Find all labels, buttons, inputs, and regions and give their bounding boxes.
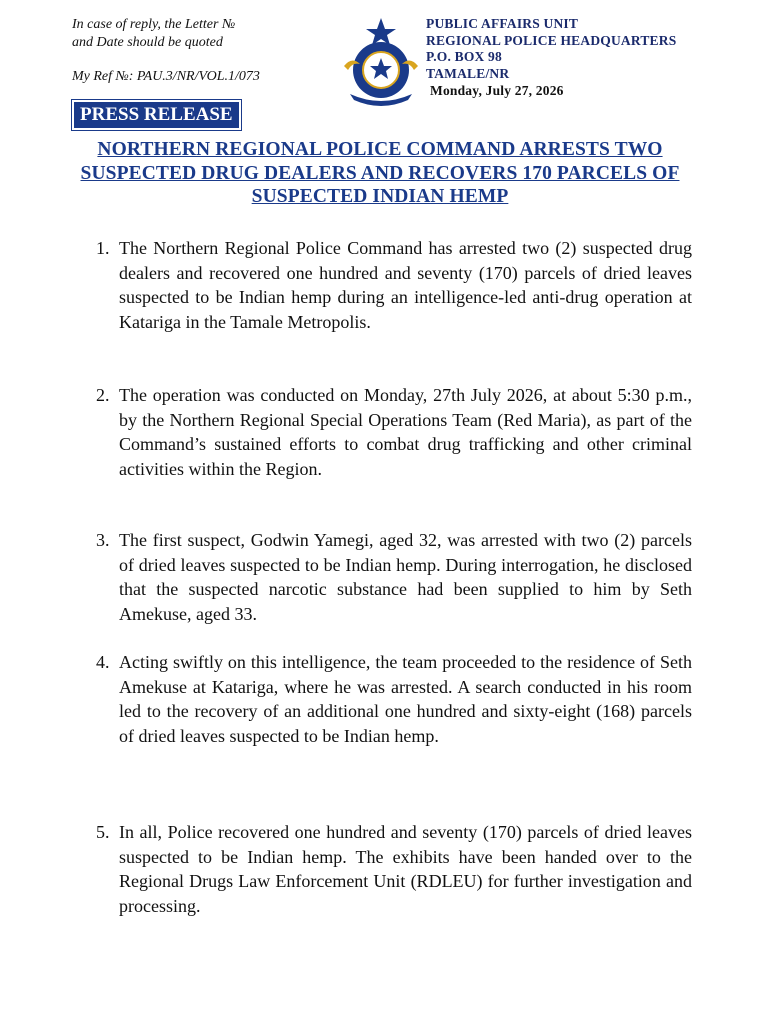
paragraph-number: 2. [96, 385, 110, 405]
paragraph-3 [96, 528, 692, 626]
paragraph-text: In all, Police recovered one hundred and seventy (170) parcels of dried leaves suspected to be Indian hemp. The exhibits have been handed over to the Regional Drugs Law Enforcement Unit (RDLEU) for further investigation and processing. [119, 822, 692, 916]
address-block [426, 16, 676, 100]
release-date: Monday, July 27, 2026 [430, 83, 564, 98]
paragraph-text: The operation was conducted on Monday, 27th July 2026, at about 5:30 p.m., by the Northern Regional Special Operations Team (Red Maria), as part of the Command’s sustained efforts to combat drug trafficking and other criminal activities within the Region. [119, 385, 692, 479]
press-release-label: PRESS RELEASE [72, 100, 241, 130]
paragraph-1 [96, 236, 692, 334]
paragraph-text: The first suspect, Godwin Yamegi, aged 32, was arrested with two (2) parcels of dried leaves suspected to be Indian hemp. During interrogation, he disclosed that the suspected narcotic substance had been supplied to him by Seth Amekuse, aged 33. [119, 530, 692, 624]
reply-note-line-2: and Date should be quoted [72, 35, 223, 50]
paragraph-number: 1. [96, 238, 110, 258]
headquarters-name: REGIONAL POLICE HEADQUARTERS [426, 32, 677, 48]
city: TAMALE/NR [426, 65, 510, 81]
my-reference: My Ref №: PAU.3/NR/VOL.1/073 [72, 69, 260, 84]
paragraph-4 [96, 650, 692, 748]
crest-star [366, 18, 396, 45]
reply-note-line-1: In case of reply, the Letter № [72, 17, 236, 32]
unit-name: PUBLIC AFFAIRS UNIT [426, 16, 579, 31]
headline: NORTHERN REGIONAL POLICE COMMAND ARRESTS TWO SUSPECTED DRUG DEALERS AND RECOVERS 170 PARCELS OF SUSPECTED INDIAN HEMP [80, 139, 680, 207]
paragraph-text: Acting swiftly on this intelligence, the team proceeded to the residence of Seth Amekuse at Katariga, where he was arrested. A search conducted in his room led to the recovery of an additional one hundred and sixty-eight (168) parcels of dried leaves suspected to be Indian hemp. [119, 652, 692, 746]
paragraph-number: 5. [96, 822, 110, 842]
po-box: P.O. BOX 98 [426, 49, 502, 64]
police-crest-logo [338, 16, 424, 106]
paragraph-2 [96, 383, 692, 481]
paragraph-number: 3. [96, 530, 110, 550]
reference-note [72, 16, 260, 86]
paragraph-text: The Northern Regional Police Command has arrested two (2) suspected drug dealers and recovered one hundred and seventy (170) parcels of dried leaves suspected to be Indian hemp during an intelligence-led anti-drug operation at Katariga in the Tamale Metropolis. [119, 238, 692, 332]
paragraph-5 [96, 820, 692, 918]
paragraph-number: 4. [96, 652, 110, 672]
